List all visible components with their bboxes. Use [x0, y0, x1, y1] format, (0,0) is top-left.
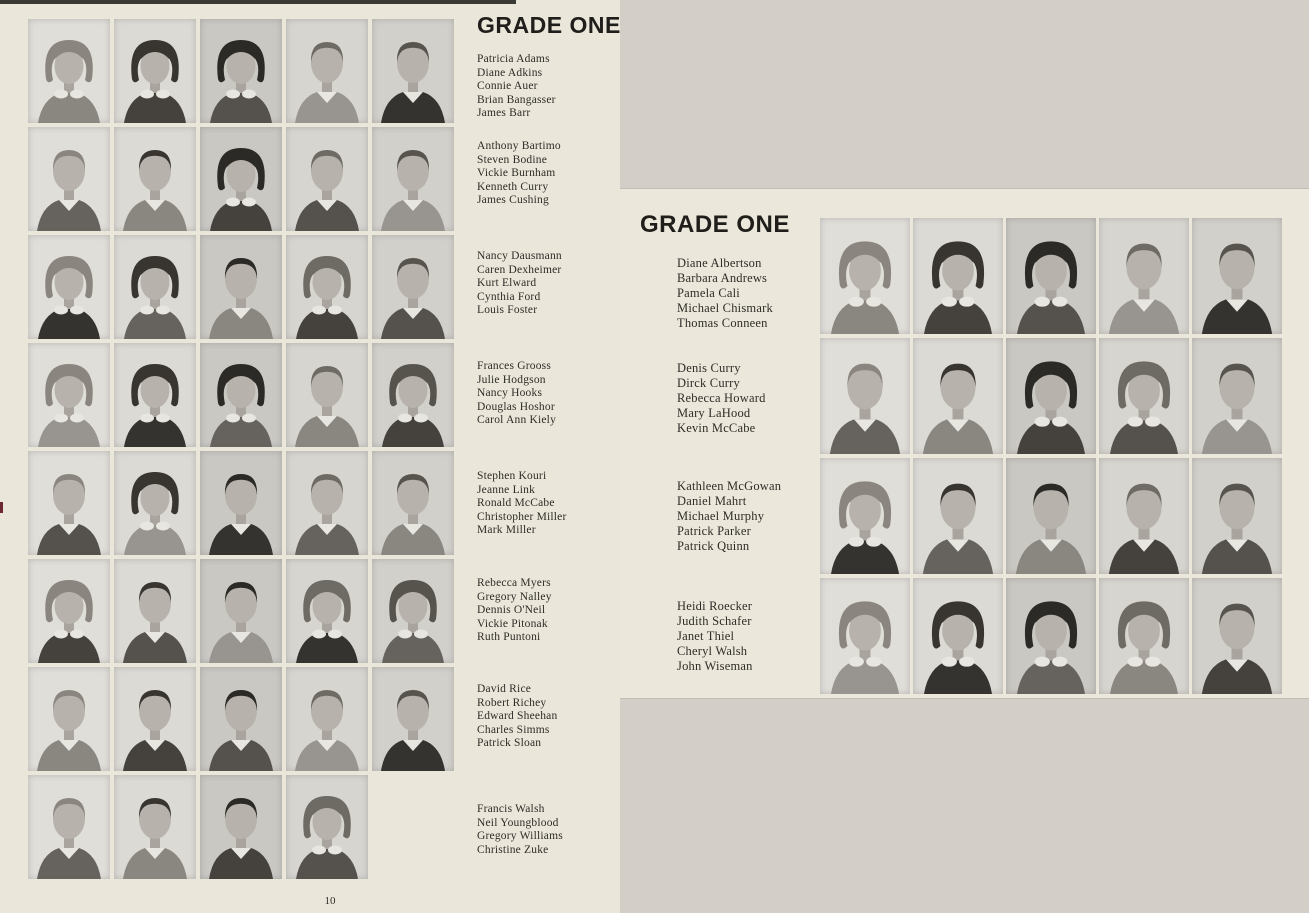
portrait-photo-girl	[286, 775, 368, 879]
student-name: Pamela Cali	[677, 286, 740, 300]
portrait-photo-boy	[372, 127, 454, 231]
portrait-photo-girl	[200, 19, 282, 123]
portrait-photo-girl	[1006, 218, 1096, 334]
name-list-block	[477, 250, 562, 318]
portrait-photo-girl	[1006, 338, 1096, 454]
name-list-block	[477, 683, 557, 751]
portrait-photo-boy	[372, 667, 454, 771]
portrait-photo-girl	[286, 235, 368, 339]
portrait-photo-boy	[1192, 338, 1282, 454]
student-name: Louis Foster	[477, 304, 538, 317]
portrait-photo-boy	[28, 451, 110, 555]
name-list-block	[477, 360, 556, 428]
portrait-photo-boy	[372, 451, 454, 555]
student-name: Ruth Puntoni	[477, 631, 541, 644]
portrait-photo-girl	[372, 343, 454, 447]
student-name: Barbara Andrews	[677, 271, 768, 285]
portrait-photo-boy	[1099, 218, 1189, 334]
name-list-block	[477, 577, 552, 645]
portrait-photo-boy	[114, 775, 196, 879]
portrait-photo-boy	[28, 127, 110, 231]
student-name: Robert Richey	[477, 696, 547, 709]
right-photo-grid	[820, 218, 1282, 694]
student-name: Cheryl Walsh	[677, 644, 748, 658]
right-page-title: GRADE ONE	[640, 211, 790, 238]
student-name: Dirck Curry	[677, 376, 740, 390]
student-name: Stephen Kouri	[477, 470, 547, 482]
portrait-photo-boy	[200, 451, 282, 555]
student-name: Julie Hodgson	[477, 373, 546, 386]
portrait-photo-boy	[28, 667, 110, 771]
student-name: Kurt Elward	[477, 277, 537, 290]
portrait-photo-boy	[286, 343, 368, 447]
right-name-lists	[677, 189, 837, 698]
student-name: Jeanne Link	[477, 483, 536, 496]
student-name: Patricia Adams	[477, 53, 550, 65]
name-list-block	[477, 470, 567, 538]
portrait-photo-boy	[286, 127, 368, 231]
portrait-photo-boy	[820, 338, 910, 454]
portrait-photo-boy	[1192, 218, 1282, 334]
name-list-block	[677, 256, 773, 331]
student-name: Janet Thiel	[677, 629, 735, 643]
student-name: James Cushing	[477, 194, 549, 207]
student-name: Kathleen McGowan	[677, 479, 782, 493]
student-name: Michael Chismark	[677, 301, 773, 315]
student-name: Gregory Nalley	[477, 590, 552, 603]
left-page	[0, 0, 620, 913]
portrait-photo-girl	[1099, 338, 1189, 454]
portrait-photo-boy	[1099, 458, 1189, 574]
student-name: Francis Walsh	[477, 803, 545, 815]
portrait-photo-girl	[114, 19, 196, 123]
portrait-photo-boy	[200, 559, 282, 663]
student-name: Daniel Mahrt	[677, 494, 747, 508]
student-name: Vickie Pitonak	[477, 617, 548, 630]
right-page	[620, 188, 1309, 699]
portrait-photo-girl	[114, 343, 196, 447]
student-name: Anthony Bartimo	[477, 140, 561, 152]
portrait-photo-girl	[28, 19, 110, 123]
portrait-photo-boy	[1006, 458, 1096, 574]
student-name: Caren Dexheimer	[477, 263, 562, 276]
portrait-photo-boy	[1192, 458, 1282, 574]
student-name: Neil Youngblood	[477, 816, 559, 829]
student-name: Rebecca Howard	[677, 391, 766, 405]
student-name: Nancy Dausmann	[477, 250, 562, 262]
student-name: David Rice	[477, 683, 532, 695]
portrait-photo-boy	[372, 19, 454, 123]
name-list-block	[677, 599, 753, 674]
student-name: Ronald McCabe	[477, 497, 555, 510]
student-name: Patrick Quinn	[677, 539, 750, 553]
name-list-block	[677, 479, 781, 554]
student-name: Patrick Sloan	[477, 737, 542, 750]
portrait-photo-girl	[1099, 578, 1189, 694]
portrait-photo-boy	[913, 458, 1003, 574]
student-name: Frances Grooss	[477, 360, 552, 372]
portrait-photo-girl	[1006, 578, 1096, 694]
left-photo-grid	[28, 19, 454, 879]
student-name: Carol Ann Kiely	[477, 414, 557, 427]
student-name: Michael Murphy	[677, 509, 765, 523]
portrait-photo-girl	[200, 127, 282, 231]
student-name: Judith Schafer	[677, 614, 752, 628]
portrait-photo-girl	[913, 218, 1003, 334]
student-name: Nancy Hooks	[477, 387, 543, 400]
portrait-photo-girl	[114, 235, 196, 339]
portrait-photo-boy	[200, 235, 282, 339]
student-name: Kevin McCabe	[677, 421, 756, 435]
student-name: Connie Auer	[477, 80, 538, 93]
name-list-block	[477, 803, 563, 857]
portrait-photo-girl	[28, 559, 110, 663]
name-list-block	[677, 361, 766, 436]
student-name: Edward Sheehan	[477, 710, 558, 723]
left-name-lists	[477, 0, 619, 913]
student-name: Diane Adkins	[477, 66, 543, 79]
portrait-photo-girl	[913, 578, 1003, 694]
left-page-title: GRADE ONE	[477, 12, 621, 38]
portrait-photo-boy	[1192, 578, 1282, 694]
student-name: Patrick Parker	[677, 524, 751, 538]
portrait-photo-boy	[372, 235, 454, 339]
portrait-photo-girl	[114, 451, 196, 555]
portrait-photo-girl	[200, 343, 282, 447]
portrait-photo-boy	[286, 451, 368, 555]
portrait-photo-girl	[28, 343, 110, 447]
portrait-photo-boy	[114, 667, 196, 771]
portrait-photo-girl	[820, 458, 910, 574]
portrait-photo-boy	[286, 19, 368, 123]
portrait-photo-boy	[114, 127, 196, 231]
student-name: Christopher Miller	[477, 510, 567, 523]
student-name: Charles Simms	[477, 723, 550, 736]
student-name: Vickie Burnham	[477, 167, 556, 180]
student-name: Heidi Roecker	[677, 599, 753, 613]
student-name: Thomas Conneen	[677, 316, 768, 330]
student-name: Kenneth Curry	[477, 180, 549, 193]
student-name: Douglas Hoshor	[477, 400, 555, 413]
scan-spine-mark	[0, 502, 3, 513]
student-name: Dennis O'Neil	[477, 604, 546, 617]
portrait-photo-boy	[28, 775, 110, 879]
student-name: Diane Albertson	[677, 256, 762, 270]
portrait-photo-boy	[114, 559, 196, 663]
portrait-photo-boy	[286, 667, 368, 771]
student-name: James Barr	[477, 107, 531, 120]
portrait-photo-girl	[820, 578, 910, 694]
student-name: Cynthia Ford	[477, 290, 541, 303]
portrait-photo-boy	[200, 667, 282, 771]
student-name: Gregory Williams	[477, 830, 563, 843]
student-name: John Wiseman	[677, 659, 753, 673]
portrait-photo-boy	[913, 338, 1003, 454]
student-name: Mary LaHood	[677, 406, 751, 420]
portrait-photo-girl	[28, 235, 110, 339]
student-name: Rebecca Myers	[477, 577, 551, 589]
student-name: Brian Bangasser	[477, 93, 556, 106]
student-name: Denis Curry	[677, 361, 741, 375]
portrait-photo-girl	[372, 559, 454, 663]
name-list-block	[477, 140, 561, 208]
scan-edge-strip	[0, 0, 516, 4]
student-name: Steven Bodine	[477, 153, 547, 166]
name-list-block	[477, 53, 556, 121]
student-name: Christine Zuke	[477, 843, 549, 856]
portrait-photo-boy	[200, 775, 282, 879]
portrait-photo-girl	[820, 218, 910, 334]
student-name: Mark Miller	[477, 524, 536, 537]
portrait-photo-girl	[286, 559, 368, 663]
page-number: 10	[324, 895, 336, 907]
